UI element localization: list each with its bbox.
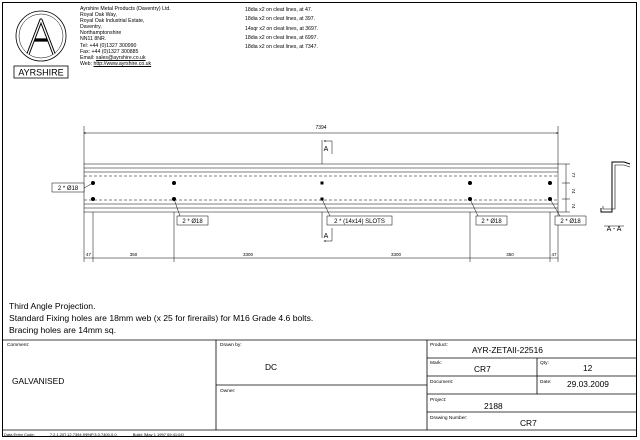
label-hole-2: 2 * Ø18 bbox=[481, 219, 502, 225]
drawn-by-value: DC bbox=[265, 362, 278, 372]
document-label: Document: bbox=[430, 380, 454, 385]
bottom-dim: 3300 bbox=[242, 252, 254, 257]
hole-note: 14sqr x2 on cleat lines, at 3697. bbox=[245, 25, 319, 32]
side-dim: 74 bbox=[571, 203, 576, 209]
comment-value: GALVANISED bbox=[12, 376, 65, 386]
qty-label: Qty: bbox=[540, 361, 549, 366]
bottom-dim: 47 bbox=[551, 252, 557, 257]
section-marker-bottom: A bbox=[323, 233, 329, 240]
owner-label: Owner: bbox=[220, 389, 236, 394]
address-line: Daventry, bbox=[80, 24, 102, 31]
drawing-number-value: CR7 bbox=[520, 418, 537, 428]
note-line: Third Angle Projection. bbox=[9, 301, 96, 311]
build-value: [May 1 1997 09:41:04] bbox=[143, 432, 184, 437]
web-label: Web: bbox=[80, 60, 93, 67]
qty-value: 12 bbox=[583, 363, 593, 373]
product-label: Product: bbox=[430, 343, 448, 348]
mark-value: CR7 bbox=[474, 364, 491, 374]
date-value: 29.03.2009 bbox=[567, 379, 609, 389]
note-line: Standard Fixing holes are 18mm web (x 25 for firerails) for M16 Grade 4.6 bolts. bbox=[9, 313, 314, 323]
hole-note: 18dia x2 on cleat lines, at 7347. bbox=[245, 44, 318, 51]
drawing-number-label: Drawing Number: bbox=[430, 416, 468, 421]
section-label: A - A bbox=[606, 226, 622, 233]
data-entry-code bbox=[4, 432, 184, 437]
label-slots: 2 * (14x14) SLOTS bbox=[334, 219, 385, 225]
logo-text: AYRSHIRE bbox=[18, 67, 64, 78]
label-hole-1: 2 * Ø18 bbox=[182, 219, 203, 225]
side-dim: 74 bbox=[571, 188, 576, 194]
label-right: 2 * Ø18 bbox=[560, 219, 581, 225]
company-name: Ayrshire Metal Products (Daventry) Ltd. bbox=[80, 6, 171, 12]
date-label: Date: bbox=[540, 380, 552, 385]
address-line: Royal Oak Industrial Estate, bbox=[80, 18, 145, 25]
mark-label: Mark: bbox=[430, 361, 442, 366]
note-line: Bracing holes are 14mm sq. bbox=[9, 325, 116, 335]
project-label: Project: bbox=[430, 398, 447, 403]
company-tel: Tel: +44 (0)1327 300990 bbox=[80, 42, 137, 49]
data-entry-label: Data Entry Code: bbox=[4, 432, 35, 437]
email-label: Email: bbox=[80, 54, 95, 61]
address-line: NN11 8NR. bbox=[80, 36, 107, 43]
project-value: 2188 bbox=[484, 401, 503, 411]
build-label: Build: bbox=[132, 432, 143, 437]
comment-label: Comment: bbox=[7, 343, 30, 348]
bottom-dim: 47 bbox=[85, 252, 92, 257]
overall-length: 7394 bbox=[315, 125, 327, 131]
side-dim: 77 bbox=[571, 172, 576, 178]
bottom-dim: 350 bbox=[506, 252, 514, 257]
product-value: AYR-ZETAII-22516 bbox=[472, 345, 543, 355]
section-marker-top: A bbox=[323, 146, 329, 153]
hole-note: 18dia x2 on cleat lines, at 47. bbox=[245, 7, 313, 13]
address-line: Northamptonshire bbox=[80, 30, 122, 37]
hole-note: 18dia x2 on cleat lines, at 397. bbox=[245, 16, 316, 23]
company-fax: Fax: +44 (0)1327 300885 bbox=[80, 48, 139, 55]
address-line: Royal Oak Way, bbox=[80, 12, 117, 19]
bottom-dim: 350 bbox=[129, 252, 138, 257]
web-link[interactable]: http://www.ayrshire.co.uk bbox=[93, 60, 152, 67]
bottom-dim: 3300 bbox=[390, 252, 402, 257]
label-left: 2 * Ø18 bbox=[57, 186, 79, 192]
email-link[interactable]: sales@ayrshire.co.uk bbox=[95, 54, 146, 61]
data-entry-value: 7,2,1,2/Π,12,7394,9ΦNP,3,0,7400,0,0, bbox=[49, 432, 118, 437]
drawn-by-label: Drawn by: bbox=[220, 343, 242, 348]
hole-note: 18dia x2 on cleat lines, at 6997. bbox=[245, 34, 318, 41]
